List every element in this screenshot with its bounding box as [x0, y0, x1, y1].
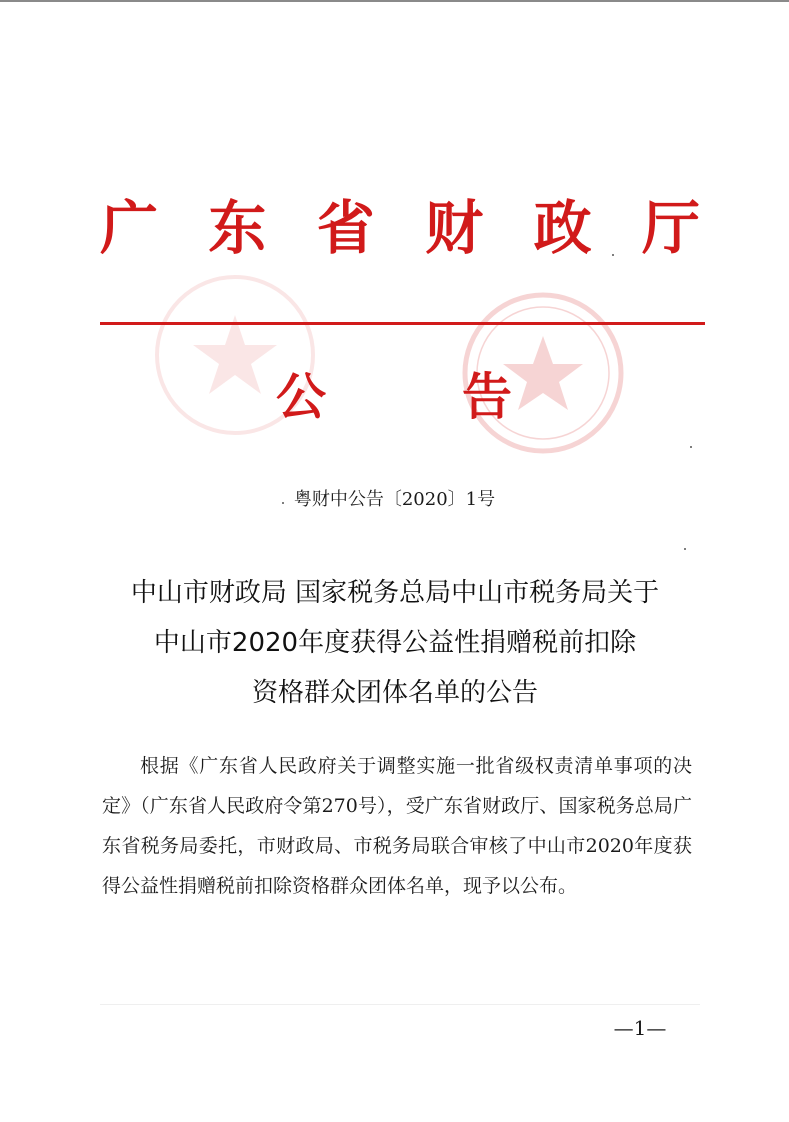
page-number: —1— [613, 1016, 667, 1040]
issuing-authority-title [100, 188, 700, 268]
title-line: 中山市财政局 国家税务总局中山市税务局关于 [130, 578, 660, 608]
scan-top-edge [0, 0, 789, 2]
scan-speck [684, 548, 686, 550]
org-char: 东 [208, 194, 267, 262]
org-char: 省 [316, 194, 375, 262]
org-char: 厅 [641, 194, 700, 262]
scan-speck [690, 446, 692, 448]
org-char: 广 [100, 194, 159, 262]
scan-speck [612, 254, 614, 256]
notice-char: 告 [462, 367, 512, 426]
faint-bottom-line [100, 1004, 700, 1005]
notice-heading [276, 362, 512, 432]
title-line: 资格群众团体名单的公告 [251, 678, 538, 708]
org-char: 政 [533, 194, 592, 262]
document-number: 粤财中公告〔2020〕1号 [293, 489, 496, 510]
notice-char: 公 [276, 367, 326, 426]
org-char: 财 [425, 194, 484, 262]
title-line: 中山市2020年度获得公益性捐赠税前扣除 [153, 628, 637, 658]
scan-speck [282, 502, 284, 504]
body-paragraph: 根据《广东省人民政府关于调整实施一批省级权责清单事项的决定》（广东省人民政府令第270号），受广东省财政厅、国家税务总局广东省税务局委托，市财政局、市税务局联合审核了中山市2020年度获得公益性捐赠税前扣除资格群众团体名单，现予以公布。 [102, 755, 692, 897]
document-title [90, 568, 700, 718]
